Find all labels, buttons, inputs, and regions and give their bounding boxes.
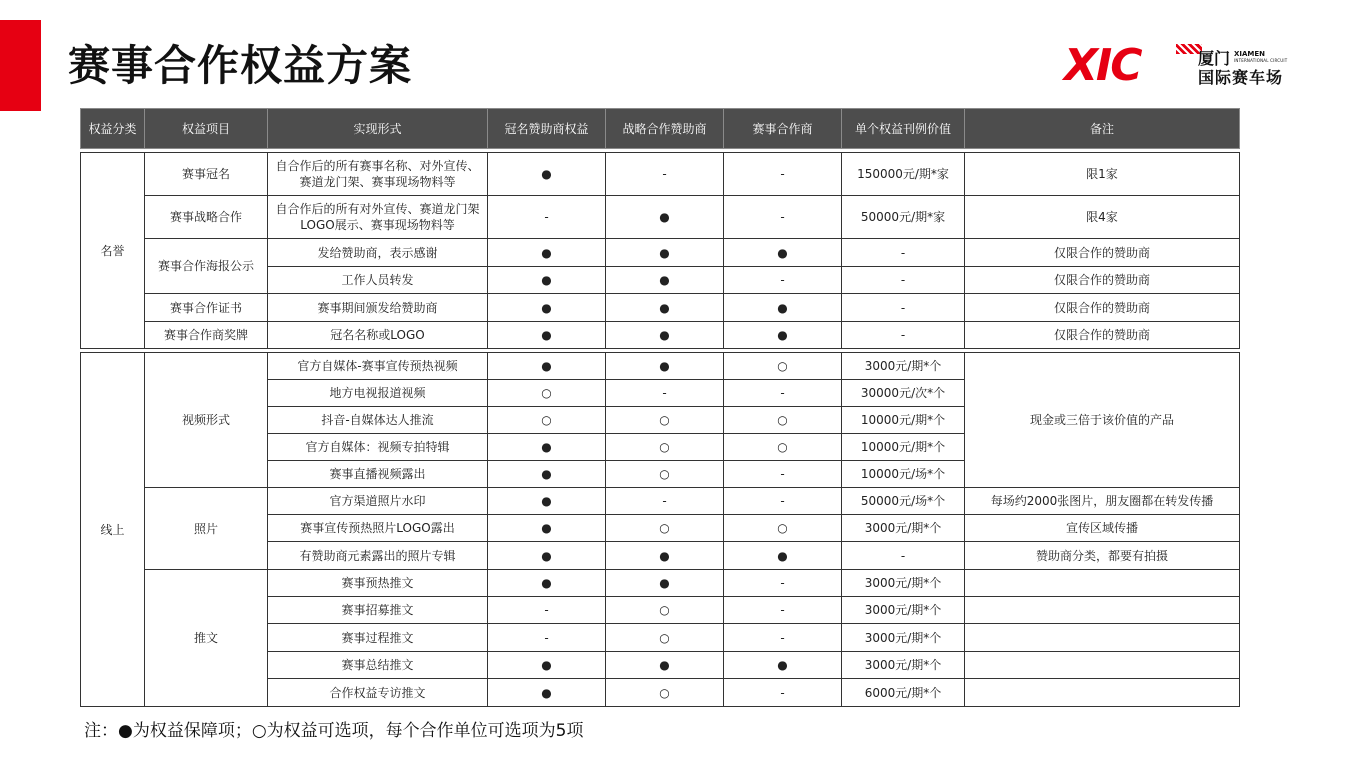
table-row	[81, 294, 1240, 322]
header-cell: 实现形式	[268, 109, 488, 149]
note-cell: 仅限合作的赞助商	[965, 294, 1240, 322]
price-cell: 6000元/期*个	[842, 679, 965, 707]
header-cell: 权益分类	[81, 109, 145, 149]
price-cell: -	[842, 267, 965, 294]
header-cell: 权益项目	[145, 109, 268, 149]
header-cell: 备注	[965, 109, 1240, 149]
partner-cell: ●	[724, 322, 842, 349]
title-sponsor-cell: ●	[488, 294, 606, 322]
strategic-sponsor-cell: ●	[606, 267, 724, 294]
form-cell: 自合作后的所有赛事名称、对外宣传、赛道龙门架、赛事现场物料等	[268, 153, 488, 196]
strategic-sponsor-cell: -	[606, 380, 724, 407]
form-cell: 赛事过程推文	[268, 624, 488, 652]
title-sponsor-cell: ●	[488, 461, 606, 488]
price-cell: 3000元/期*个	[842, 652, 965, 679]
table-row	[81, 196, 1240, 239]
title-sponsor-cell: ●	[488, 570, 606, 597]
form-cell: 有赞助商元素露出的照片专辑	[268, 542, 488, 570]
title-sponsor-cell: ●	[488, 322, 606, 349]
price-cell: 3000元/期*个	[842, 624, 965, 652]
partner-cell: ○	[724, 515, 842, 542]
title-sponsor-cell: ●	[488, 239, 606, 267]
partner-cell: -	[724, 461, 842, 488]
price-cell: -	[842, 239, 965, 267]
note-cell	[965, 597, 1240, 624]
price-cell: 3000元/期*个	[842, 353, 965, 380]
title-sponsor-cell: ●	[488, 353, 606, 380]
form-cell: 发给赞助商，表示感谢	[268, 239, 488, 267]
partner-cell: -	[724, 679, 842, 707]
form-cell: 官方自媒体：视频专拍特辑	[268, 434, 488, 461]
partner-cell: ●	[724, 652, 842, 679]
price-cell: 10000元/期*个	[842, 407, 965, 434]
price-cell: 3000元/期*个	[842, 570, 965, 597]
form-cell: 赛事宣传预热照片LOGO露出	[268, 515, 488, 542]
table-header-row	[81, 109, 1240, 149]
price-cell: 50000元/期*家	[842, 196, 965, 239]
form-cell: 工作人员转发	[268, 267, 488, 294]
category-cell: 名誉	[81, 153, 145, 349]
page-title: 赛事合作权益方案	[68, 41, 413, 90]
note-cell: 仅限合作的赞助商	[965, 322, 1240, 349]
partner-cell: -	[724, 570, 842, 597]
strategic-sponsor-cell: ○	[606, 624, 724, 652]
item-cell: 视频形式	[145, 353, 268, 488]
table-row	[81, 353, 1240, 380]
price-cell: 150000元/期*家	[842, 153, 965, 196]
category-cell: 线上	[81, 353, 145, 707]
partner-cell: -	[724, 196, 842, 239]
title-sponsor-cell: ●	[488, 515, 606, 542]
strategic-sponsor-cell: ●	[606, 652, 724, 679]
footnote: 注：●为权益保障项；○为权益可选项，每个合作单位可选项为5项	[84, 721, 584, 741]
price-cell: 10000元/场*个	[842, 461, 965, 488]
strategic-sponsor-cell: ○	[606, 679, 724, 707]
form-cell: 抖音-自媒体达人推流	[268, 407, 488, 434]
strategic-sponsor-cell: ●	[606, 542, 724, 570]
form-cell: 合作权益专访推文	[268, 679, 488, 707]
partner-cell: ●	[724, 542, 842, 570]
price-cell: 50000元/场*个	[842, 488, 965, 515]
price-cell: 30000元/次*个	[842, 380, 965, 407]
note-cell: 限1家	[965, 153, 1240, 196]
partner-cell: ○	[724, 434, 842, 461]
logo-en-line1: XIAMEN	[1234, 50, 1266, 58]
note-cell: 每场约2000张图片，朋友圈都在转发传播	[965, 488, 1240, 515]
partner-cell: -	[724, 153, 842, 196]
table-row	[81, 153, 1240, 196]
partner-cell: ●	[724, 239, 842, 267]
strategic-sponsor-cell: ●	[606, 322, 724, 349]
table-row	[81, 322, 1240, 349]
partner-cell: -	[724, 624, 842, 652]
form-cell: 冠名名称或LOGO	[268, 322, 488, 349]
xic-logo	[1064, 38, 1304, 94]
strategic-sponsor-cell: ○	[606, 407, 724, 434]
benefits-table	[80, 108, 1240, 707]
title-sponsor-cell: ●	[488, 434, 606, 461]
note-cell	[965, 679, 1240, 707]
partner-cell: -	[724, 597, 842, 624]
strategic-sponsor-cell: ○	[606, 434, 724, 461]
form-cell: 赛事预热推文	[268, 570, 488, 597]
title-sponsor-cell: ●	[488, 652, 606, 679]
title-sponsor-cell: ●	[488, 542, 606, 570]
strategic-sponsor-cell: ●	[606, 239, 724, 267]
partner-cell: -	[724, 267, 842, 294]
partner-cell: ○	[724, 407, 842, 434]
note-cell	[965, 652, 1240, 679]
note-cell	[965, 624, 1240, 652]
note-cell: 仅限合作的赞助商	[965, 267, 1240, 294]
title-sponsor-cell: ●	[488, 267, 606, 294]
item-cell: 赛事合作证书	[145, 294, 268, 322]
item-cell: 推文	[145, 570, 268, 707]
table-row	[81, 488, 1240, 515]
logo-en-line2: INTERNATIONAL CIRCUIT	[1234, 58, 1288, 63]
item-cell: 赛事合作海报公示	[145, 239, 268, 294]
strategic-sponsor-cell: ●	[606, 196, 724, 239]
price-cell: -	[842, 322, 965, 349]
form-cell: 地方电视报道视频	[268, 380, 488, 407]
item-cell: 赛事战略合作	[145, 196, 268, 239]
header-cell: 赛事合作商	[724, 109, 842, 149]
price-cell: 10000元/期*个	[842, 434, 965, 461]
form-cell: 赛事招募推文	[268, 597, 488, 624]
form-cell: 官方渠道照片水印	[268, 488, 488, 515]
partner-cell: -	[724, 488, 842, 515]
note-cell: 赞助商分类，都要有拍摄	[965, 542, 1240, 570]
strategic-sponsor-cell: ○	[606, 515, 724, 542]
form-cell: 赛事期间颁发给赞助商	[268, 294, 488, 322]
partner-cell: ○	[724, 353, 842, 380]
form-cell: 赛事直播视频露出	[268, 461, 488, 488]
strategic-sponsor-cell: ●	[606, 353, 724, 380]
title-sponsor-cell: ●	[488, 153, 606, 196]
logo-cn-line2: 国际赛车场	[1198, 68, 1284, 87]
note-cell: 宣传区域传播	[965, 515, 1240, 542]
logo-cn-line1: 厦门	[1198, 49, 1231, 68]
title-sponsor-cell: -	[488, 196, 606, 239]
price-cell: -	[842, 542, 965, 570]
partner-cell: -	[724, 380, 842, 407]
strategic-sponsor-cell: ○	[606, 597, 724, 624]
item-cell: 照片	[145, 488, 268, 570]
title-sponsor-cell: -	[488, 624, 606, 652]
note-cell: 现金或三倍于该价值的产品	[965, 353, 1240, 488]
strategic-sponsor-cell: ●	[606, 294, 724, 322]
form-cell: 赛事总结推文	[268, 652, 488, 679]
title-sponsor-cell: ○	[488, 407, 606, 434]
table-row	[81, 570, 1240, 597]
partner-cell: ●	[724, 294, 842, 322]
logo-mark: XIC	[1064, 40, 1141, 91]
price-cell: 3000元/期*个	[842, 597, 965, 624]
item-cell: 赛事冠名	[145, 153, 268, 196]
strategic-sponsor-cell: ●	[606, 570, 724, 597]
table-row	[81, 239, 1240, 267]
price-cell: 3000元/期*个	[842, 515, 965, 542]
title-sponsor-cell: ●	[488, 488, 606, 515]
item-cell: 赛事合作商奖牌	[145, 322, 268, 349]
accent-bar	[0, 20, 41, 111]
title-sponsor-cell: ○	[488, 380, 606, 407]
form-cell: 官方自媒体-赛事宣传预热视频	[268, 353, 488, 380]
title-sponsor-cell: ●	[488, 679, 606, 707]
note-cell	[965, 570, 1240, 597]
note-cell: 限4家	[965, 196, 1240, 239]
header-cell: 冠名赞助商权益	[488, 109, 606, 149]
strategic-sponsor-cell: ○	[606, 461, 724, 488]
price-cell: -	[842, 294, 965, 322]
strategic-sponsor-cell: -	[606, 153, 724, 196]
strategic-sponsor-cell: -	[606, 488, 724, 515]
note-cell: 仅限合作的赞助商	[965, 239, 1240, 267]
form-cell: 自合作后的所有对外宣传、赛道龙门架LOGO展示、赛事现场物料等	[268, 196, 488, 239]
header-cell: 战略合作赞助商	[606, 109, 724, 149]
title-sponsor-cell: -	[488, 597, 606, 624]
header-cell: 单个权益刊例价值	[842, 109, 965, 149]
